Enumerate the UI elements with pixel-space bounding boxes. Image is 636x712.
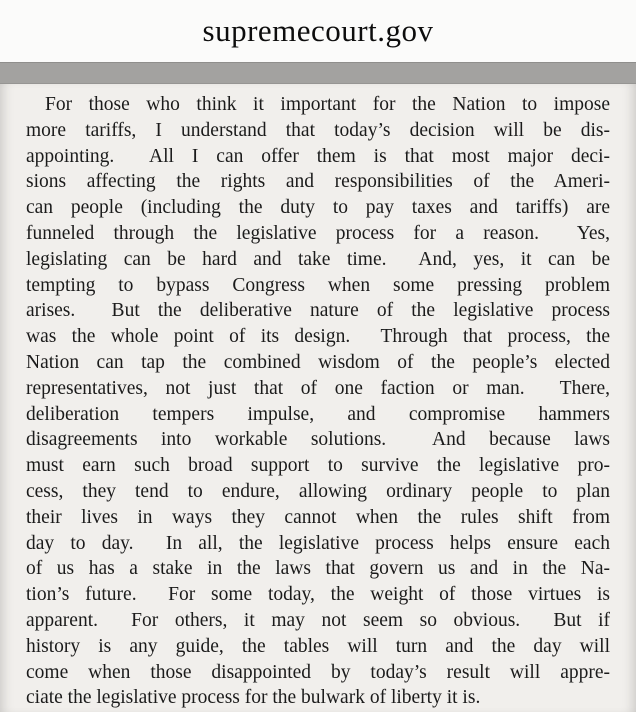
text-line: appointing. All I can offer them is that most major deci- [26,145,610,167]
text-line: history is any guide, the tables will turn and the day will [26,635,610,657]
text-line: funneled through the legislative process for a reason. Yes, [26,222,610,244]
text-line: representatives, not just that of one faction or man. There, [26,377,610,399]
text-line: ciate the legislative process for the bulwark of liberty it is. [26,687,481,709]
text-line: cess, they tend to endure, allowing ordinary people to plan [26,480,610,502]
text-line: tion’s future. For some today, the weight of those virtues is [26,584,610,606]
text-line: Nation can tap the combined wisdom of the people’s elected [26,351,610,373]
site-title: supremecourt.gov [202,13,434,48]
text-line: can people (including the duty to pay taxes and tariffs) are [26,197,610,219]
text-line: of us has a stake in the laws that govern us and in the Na- [26,558,610,580]
text-line: sions affecting the rights and responsibilities of the Ameri- [26,171,610,193]
text-line: legislating can be hard and take time. And, yes, it can be [26,248,610,270]
text-line: deliberation tempers impulse, and compromise hammers [26,403,610,425]
header-divider [0,62,636,84]
text-line: arises. But the deliberative nature of the legislative process [26,300,610,322]
text-line: was the whole point of its design. Through that process, the [26,326,610,348]
document-body [0,84,636,712]
header [0,0,636,62]
text-line: their lives in ways they cannot when the rules shift from [26,506,610,528]
text-line: day to day. In all, the legislative process helps ensure each [26,532,610,554]
text-line: disagreements into workable solutions. And because laws [26,429,610,451]
text-line: come when those disappointed by today’s result will appre- [26,661,610,683]
text-line: For those who think it important for the Nation to impose [45,94,610,115]
text-line: must earn such broad support to survive the legislative pro- [26,455,610,477]
text-line: tempting to bypass Congress when some pressing problem [26,274,610,296]
text-line: apparent. For others, it may not seem so obvious. But if [26,609,610,631]
text-line: more tariffs, I understand that today’s decision will be dis- [26,119,610,141]
